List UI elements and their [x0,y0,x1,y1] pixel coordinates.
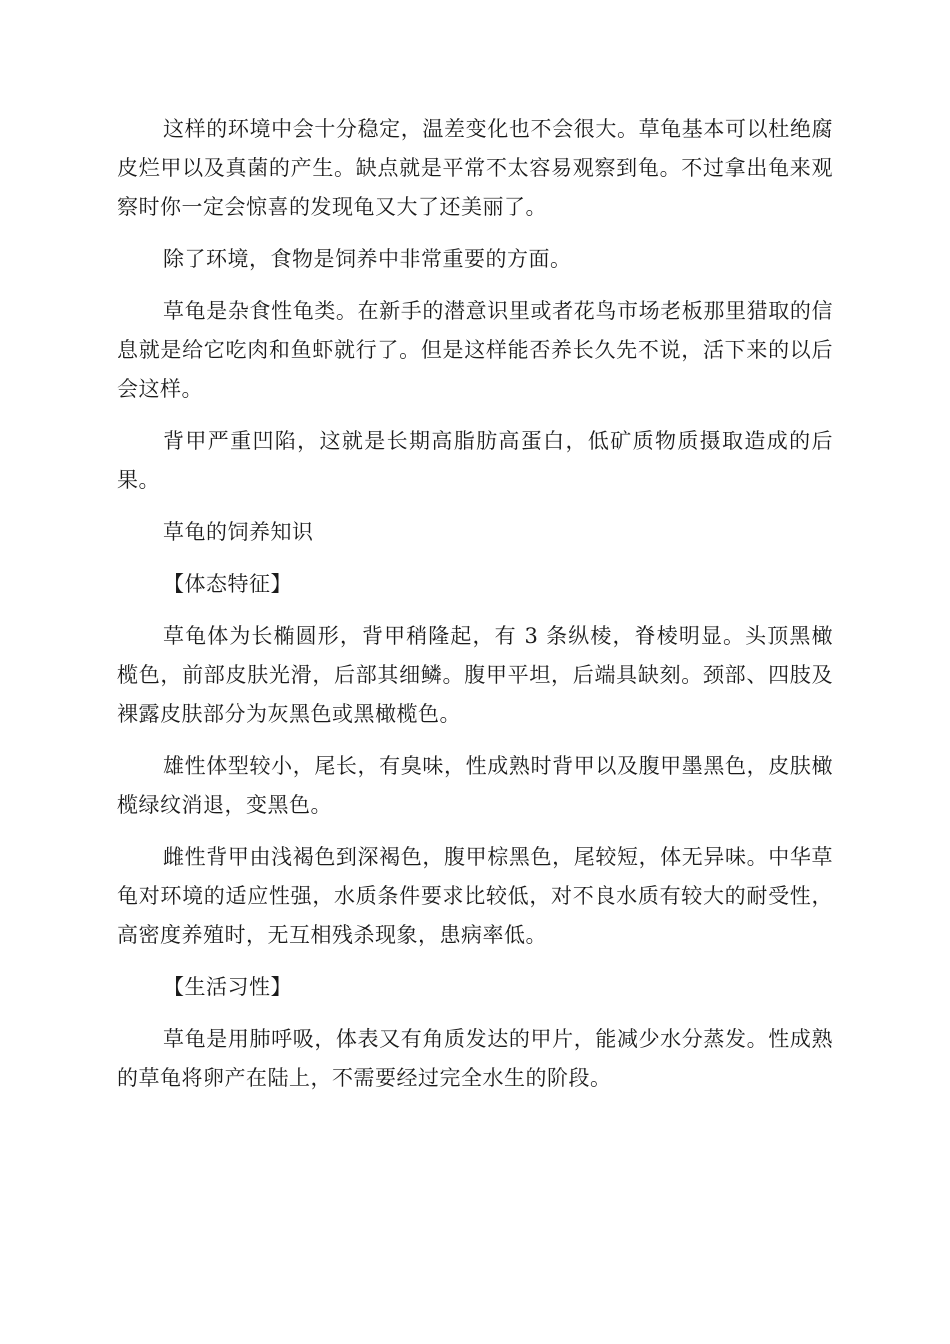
paragraph-environment-stability: 这样的环境中会十分稳定，温差变化也不会很大。草龟基本可以杜绝腐皮烂甲以及真菌的产生。缺点就是平常不太容易观察到龟。不过拿出龟来观察时你一定会惊喜的发现龟又大了还美丽了。 [117,117,833,219]
section-title-feeding-knowledge: 草龟的饲养知识 [163,520,314,544]
paragraph-breathing: 草龟是用肺呼吸，体表又有角质发达的甲片，能减少水分蒸发。性成熟的草龟将卵产在陆上，不需要经过完全水生的阶段。 [117,1027,833,1090]
paragraph-female-traits: 雌性背甲由浅褐色到深褐色，腹甲棕黑色，尾较短，体无异味。中华草龟对环境的适应性强，水质条件要求比较低，对不良水质有较大的耐受性，高密度养殖时，无互相残杀现象，患病率低。 [117,845,833,947]
paragraph-male-traits: 雄性体型较小，尾长，有臭味，性成熟时背甲以及腹甲墨黑色，皮肤橄榄绿纹消退，变黑色。 [117,754,833,817]
paragraph-shell-concave: 背甲严重凹陷，这就是长期高脂肪高蛋白，低矿质物质摄取造成的后果。 [117,429,833,492]
document-body [117,110,833,1111]
paragraph-omnivore: 草龟是杂食性龟类。在新手的潜意识里或者花鸟市场老板那里猎取的信息就是给它吃肉和鱼虾就行了。但是这样能否养长久先不说，活下来的以后会这样。 [117,299,833,401]
section-heading-living-habits: 【生活习性】 [163,975,292,999]
section-heading-body-features: 【体态特征】 [163,572,292,596]
paragraph-food-importance: 除了环境，食物是饲养中非常重要的方面。 [163,247,572,271]
paragraph-body-shape: 草龟体为长椭圆形，背甲稍隆起，有 3 条纵棱，脊棱明显。头顶黑橄榄色，前部皮肤光滑，后部其细鳞。腹甲平坦，后端具缺刻。颈部、四肢及裸露皮肤部分为灰黑色或黑橄榄色。 [117,624,833,726]
